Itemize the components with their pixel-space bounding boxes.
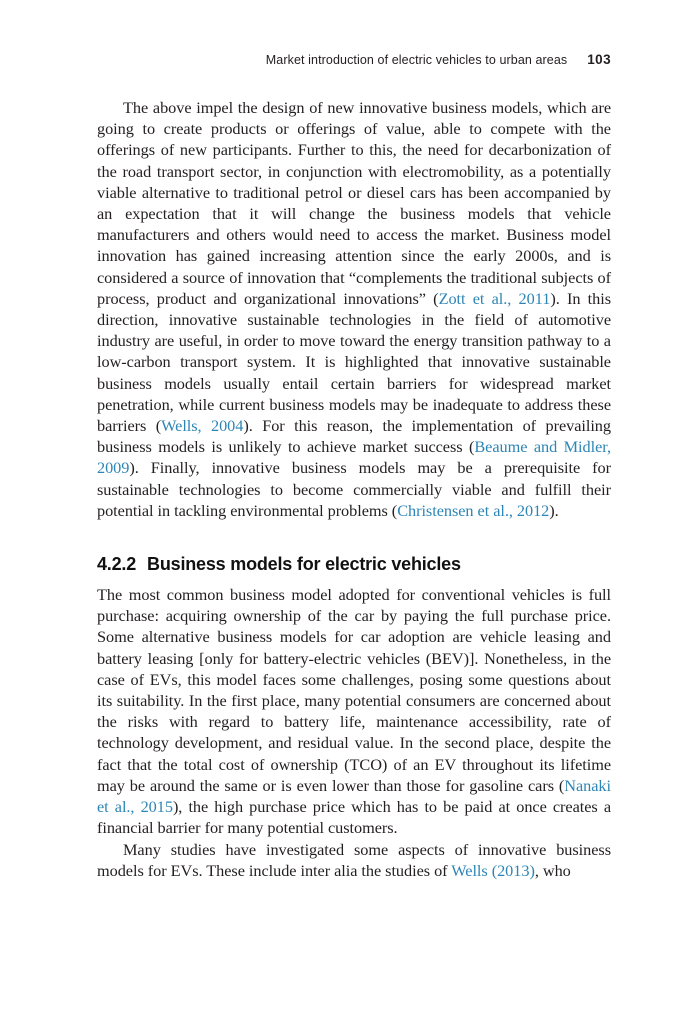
citation-link[interactable]: Beaume and Midler, 2009: [97, 437, 612, 478]
section-title: Business models for electric vehicles: [147, 554, 461, 575]
body-text: , who: [534, 860, 571, 880]
page-content: [97, 52, 611, 881]
body-text: The above impel the design of new innovative business models, which are going to create products or offerings of value, able to compete with the offerings of new participants. Further to this, the need for decarbonization of the road transport sector, in conjunction with electromobility, as a potentially viable alternative to traditional petrol or diesel cars has been accompanied by an expectation that it will change the business models that vehicle manufacturers and others would need to access the market. Business model innovation has gained increasing attention since the early 2000s, and is considered a source of innovation that “complements the traditional subjects of process, product and organizational innovations” (: [97, 98, 611, 308]
paragraph-full-purchase-model: [97, 584, 611, 838]
page-body: [97, 97, 611, 881]
body-text: ). For this reason, the implementation of prevailing business models is unlikely to achieve market success (: [97, 416, 611, 457]
paragraph-many-studies: [97, 839, 611, 881]
running-title: Market introduction of electric vehicles to urban areas: [265, 53, 568, 67]
citation-link[interactable]: Wells, 2004: [161, 416, 244, 436]
body-text: ). In this direction, innovative sustainable technologies in the field of automotive industry are useful, in order to move toward the energy transition pathway to a low-carbon transport system. It is highlighted that innovative sustainable business models usually entail certain barriers for widespread market penetration, while current business models may be inadequate to address these barriers (: [97, 288, 611, 436]
body-text: ), the high purchase price which has to be paid at once creates a financial barrier for many potential customers.: [97, 797, 611, 838]
body-text: ).: [549, 500, 559, 520]
paragraph-business-model-innovation: [97, 97, 611, 521]
body-text: ). Finally, innovative business models may be a prerequisite for sustainable technologies to become commercially viable and fulfill their potential in tackling environmental problems (: [97, 458, 611, 520]
citation-link[interactable]: Christensen et al., 2012: [397, 500, 550, 520]
citation-link[interactable]: Zott et al., 2011: [438, 288, 551, 308]
page-number: 103: [587, 52, 611, 67]
citation-link[interactable]: Nanaki et al., 2015: [97, 775, 611, 817]
section-number: 4.2.2: [97, 554, 137, 575]
citation-link[interactable]: Wells (2013): [451, 860, 535, 880]
running-header: [97, 52, 611, 67]
body-text: Many studies have investigated some aspects of innovative business models for EVs. These include inter alia the studies of: [97, 839, 611, 880]
section-heading: [97, 554, 611, 575]
body-text: The most common business model adopted for conventional vehicles is full purchase: acquiring ownership of the car by paying the full purchase price. Some alternative business models for car adoption are vehicle leasing and battery leasing [only for battery-electric vehicles (BEV)]. Nonetheless, in the case of EVs, this model faces some challenges, posing some questions about its suitability. In the first place, many potential consumers are concerned about the risks with regard to battery life, maintenance accessibility, rate of technology development, and residual value. In the second place, despite the fact that the total cost of ownership (TCO) of an EV throughout its lifetime may be around the same or is even lower than those for gasoline cars (: [97, 585, 611, 795]
